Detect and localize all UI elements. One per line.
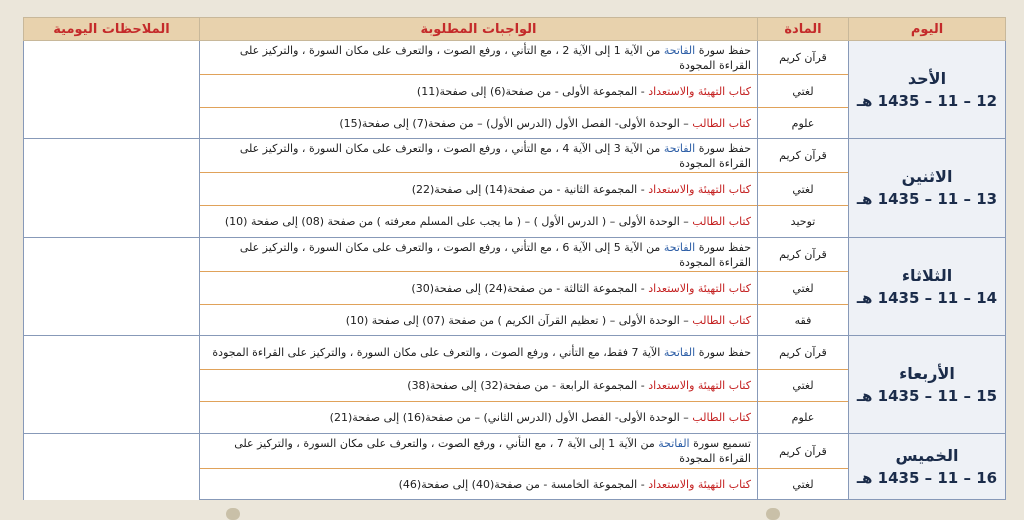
homework-cell — [200, 108, 758, 139]
homework-text: - المجموعة الأولى - من صفحة(6) إلى صفحة(11) — [416, 84, 649, 98]
homework-cell — [200, 173, 758, 206]
homework-cell — [200, 206, 758, 238]
homework-cell — [200, 305, 758, 336]
subject-cell: قرآن كريم — [758, 41, 849, 75]
homework-highlight: كتاب التهيئة والاستعداد — [648, 84, 751, 98]
homework-highlight: الفاتحة — [663, 346, 696, 359]
subject-cell: قرآن كريم — [758, 434, 849, 469]
day-cell — [849, 434, 1006, 500]
header-day: اليوم — [849, 18, 1006, 41]
homework-prefix: حفظ سورة — [695, 346, 751, 359]
homework-prefix: حفظ سورة — [695, 141, 751, 155]
day-cell — [849, 41, 1006, 139]
homework-text: الآية 7 فقط، مع التأني ، ورفع الصوت ، والتعرف على مكان السورة ، والتركيز على القراءة المجودة — [212, 346, 664, 359]
homework-highlight: كتاب التهيئة والاستعداد — [648, 281, 751, 295]
table-row — [24, 434, 1006, 469]
homework-highlight: الفاتحة — [658, 437, 690, 450]
scroll-handle[interactable] — [766, 508, 780, 520]
homework-highlight: كتاب الطالب — [692, 116, 751, 130]
homework-text: - المجموعة الخامسة - من صفحة(40) إلى صفحة(46) — [398, 477, 649, 491]
homework-highlight: كتاب التهيئة والاستعداد — [648, 477, 751, 491]
homework-cell — [200, 139, 758, 173]
day-cell — [849, 336, 1006, 434]
day-name: الخميس — [895, 445, 959, 465]
subject-cell: قرآن كريم — [758, 238, 849, 272]
homework-highlight: كتاب الطالب — [692, 215, 751, 228]
day-name: الثلاثاء — [901, 265, 953, 285]
homework-text: من الآية 1 إلى الآية 2 ، مع التأني ، ورفع الصوت ، والتعرف على مكان السورة ، والتركيز على القراءة المجودة — [239, 43, 751, 72]
homework-highlight: كتاب الطالب — [692, 313, 751, 327]
homework-cell — [200, 434, 758, 469]
notes-cell — [24, 41, 200, 139]
notes-cell — [24, 336, 200, 434]
table-row — [24, 139, 1006, 173]
table-row — [24, 336, 1006, 370]
header-homework: الواجبات المطلوبة — [200, 18, 758, 41]
day-name: الأربعاء — [899, 363, 955, 383]
day-date: 15 – 11 – 1435 هـ — [856, 386, 998, 405]
homework-text: – الوحدة الأولى- الفصل الأول (الدرس الأول) – من صفحة(7) إلى صفحة(15) — [339, 116, 693, 130]
day-date: 13 – 11 – 1435 هـ — [856, 190, 998, 208]
homework-cell — [200, 469, 758, 500]
header-row — [24, 18, 1006, 41]
day-date: 14 – 11 – 1435 هـ — [856, 288, 998, 307]
subject-cell: لغتي — [758, 370, 849, 402]
day-cell — [849, 238, 1006, 336]
homework-highlight: الفاتحة — [663, 141, 696, 155]
subject-cell: قرآن كريم — [758, 139, 849, 173]
homework-text: - المجموعة الرابعة - من صفحة(32) إلى صفحة(38) — [407, 379, 649, 392]
subject-cell: لغتي — [758, 469, 849, 500]
subject-cell: توحيد — [758, 206, 849, 238]
table-row — [24, 238, 1006, 272]
notes-cell — [24, 139, 200, 238]
weekly-homework-table — [23, 17, 1006, 500]
homework-text: - المجموعة الثانية - من صفحة(14) إلى صفحة(22) — [411, 182, 649, 196]
subject-cell: لغتي — [758, 272, 849, 305]
notes-cell — [24, 434, 200, 500]
day-date: 12 – 11 – 1435 هـ — [856, 91, 998, 110]
homework-prefix: تسميع سورة — [689, 437, 751, 450]
homework-cell — [200, 402, 758, 434]
day-name: الاثنين — [901, 167, 953, 186]
subject-cell: علوم — [758, 402, 849, 434]
homework-highlight: الفاتحة — [663, 43, 696, 57]
homework-cell — [200, 41, 758, 75]
subject-cell: فقه — [758, 305, 849, 336]
scroll-handle[interactable] — [226, 508, 240, 520]
subject-cell: علوم — [758, 108, 849, 139]
homework-text: من الآية 1 إلى الآية 7 ، مع التأني ، ورفع الصوت ، والتعرف على مكان السورة ، والتركيز على القراءة المجودة — [234, 437, 751, 465]
notes-cell — [24, 238, 200, 336]
table-row — [24, 41, 1006, 75]
homework-prefix: حفظ سورة — [695, 43, 751, 57]
homework-prefix: حفظ سورة — [695, 240, 751, 254]
homework-cell — [200, 75, 758, 108]
homework-highlight: كتاب التهيئة والاستعداد — [648, 379, 751, 392]
day-name: الأحد — [907, 68, 947, 88]
homework-text: – الوحدة الأولى – ( الدرس الأول ) – ( ما يجب على المسلم معرفته ) من صفحة (08) إلى صفحة (10) — [224, 215, 693, 228]
homework-highlight: كتاب التهيئة والاستعداد — [648, 182, 751, 196]
homework-cell — [200, 238, 758, 272]
homework-cell — [200, 336, 758, 370]
homework-text: – الوحدة الأولى – ( تعظيم القرآن الكريم ) من صفحة (07) إلى صفحة (10) — [345, 313, 693, 327]
homework-text: – الوحدة الأولى- الفصل الأول (الدرس الثاني) – من صفحة(16) إلى صفحة(21) — [329, 411, 693, 424]
day-date: 16 – 11 – 1435 هـ — [856, 468, 998, 487]
subject-cell: لغتي — [758, 173, 849, 206]
header-subject: المادة — [758, 18, 849, 41]
homework-highlight: كتاب الطالب — [692, 411, 751, 424]
homework-text: من الآية 5 إلى الآية 6 ، مع التأني ، ورفع الصوت ، والتعرف على مكان السورة ، والتركيز على القراءة المجودة — [239, 240, 751, 269]
homework-cell — [200, 272, 758, 305]
homework-cell — [200, 370, 758, 402]
homework-text: - المجموعة الثالثة - من صفحة(24) إلى صفحة(30) — [411, 281, 649, 295]
subject-cell: قرآن كريم — [758, 336, 849, 370]
header-notes: الملاحظات اليومية — [24, 18, 200, 41]
subject-cell: لغتي — [758, 75, 849, 108]
homework-text: من الآية 3 إلى الآية 4 ، مع التأني ، ورفع الصوت ، والتعرف على مكان السورة ، والتركيز على القراءة المجودة — [239, 141, 751, 170]
homework-highlight: الفاتحة — [663, 240, 696, 254]
day-cell — [849, 139, 1006, 238]
